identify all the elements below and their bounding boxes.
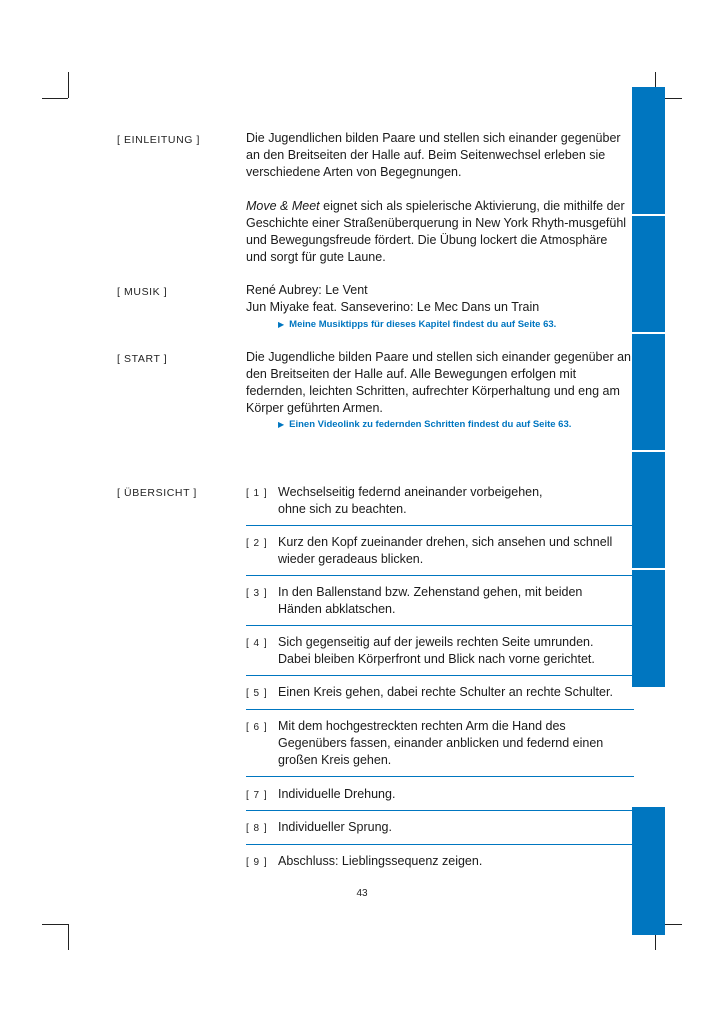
section-label-start: [ START ] [117, 353, 168, 365]
section-label-einleitung: [ EINLEITUNG ] [117, 134, 201, 146]
section-label-musik: [ MUSIK ] [117, 286, 168, 298]
list-item [246, 853, 634, 870]
chapter-tab [632, 807, 665, 935]
musik-track-1: René Aubrey: Le Vent [246, 283, 368, 297]
chapter-tab [632, 216, 665, 332]
step-number: [ 5 ] [246, 688, 268, 699]
musik-track-2: Jun Miyake feat. Sanseverino: Le Mec Dans un Train [246, 300, 540, 314]
step-number: [ 7 ] [246, 790, 268, 801]
einleitung-text [246, 130, 631, 266]
step-number: [ 8 ] [246, 823, 268, 834]
divider [246, 575, 634, 576]
list-item [246, 634, 634, 668]
start-tip[interactable] [278, 419, 571, 430]
step-number: [ 9 ] [246, 857, 268, 868]
play-arrow-icon: ▶ [278, 420, 285, 429]
step-text: Individueller Sprung. [278, 820, 392, 834]
chapter-tab [632, 452, 665, 568]
step-text: Abschluss: Lieblingssequenz zeigen. [278, 854, 483, 868]
list-item [246, 584, 634, 618]
divider [246, 525, 634, 526]
step-text: Mit dem hochgestreckten rechten Arm die Hand des Gegenübers fassen, einander anblicken und federnd einen großen Kreis gehen. [278, 719, 604, 767]
divider [246, 625, 634, 626]
musik-tracks [246, 282, 631, 316]
crop-mark [42, 924, 68, 925]
list-item [246, 819, 634, 836]
einleitung-para2 [246, 198, 631, 266]
section-label-uebersicht: [ ÜBERSICHT ] [117, 487, 197, 499]
step-number: [ 2 ] [246, 538, 268, 549]
start-text: Die Jugendliche bilden Paare und stellen sich einander gegenüber an den Breitseiten der Halle auf. Alle Bewegungen erfolgen mit federnden, leichten Schritten, aufrechter Körperhaltung und eng am Körper geführten Armen. [246, 350, 631, 415]
step-number: [ 1 ] [246, 488, 268, 499]
step-text: Kurz den Kopf zueinander drehen, sich ansehen und schnell wieder geradeaus blicken. [278, 535, 613, 566]
chapter-tab [632, 334, 665, 450]
list-item [246, 534, 634, 568]
step-number: [ 4 ] [246, 638, 268, 649]
musik-tip-text: Meine Musiktipps für dieses Kapitel findest du auf Seite 63. [289, 319, 557, 330]
einleitung-para1: Die Jugendlichen bilden Paare und stellen sich einander gegenüber an den Breitseiten der Halle auf. Beim Seitenwechsel erleben sie verschiedene Arten von Begegnungen. [246, 131, 621, 179]
einleitung-para2-rest: eignet sich als spielerische Aktivierung, die mithilfe der Geschichte einer Straßenüberquerung in New York Rhyth-musgefühl und Bewegungsfreude fördert. Die Übung lockert die Atmosphäre und sorgt für gute Laune. [246, 199, 627, 264]
list-item [246, 684, 634, 701]
crop-mark [68, 72, 69, 98]
page-number: 43 [356, 888, 368, 899]
play-arrow-icon: ▶ [278, 320, 285, 329]
chapter-tab [632, 87, 665, 214]
divider [246, 776, 634, 777]
list-item [246, 484, 634, 518]
divider [246, 810, 634, 811]
crop-mark [68, 924, 69, 950]
list-item [246, 786, 634, 803]
crop-mark [42, 98, 68, 99]
step-number: [ 6 ] [246, 722, 268, 733]
step-number: [ 3 ] [246, 588, 268, 599]
musik-tip[interactable] [278, 319, 556, 330]
step-text: Wechselseitig federnd aneinander vorbeigehen, ohne sich zu beachten. [278, 485, 543, 516]
einleitung-title-emphasis: Move & Meet [246, 199, 320, 213]
divider [246, 709, 634, 710]
divider [246, 844, 634, 845]
chapter-tab [632, 570, 665, 687]
divider [246, 675, 634, 676]
step-text: Sich gegenseitig auf der jeweils rechten Seite umrunden. Dabei bleiben Körperfront und Blick nach vorne gerichtet. [278, 635, 595, 666]
step-text: Individuelle Drehung. [278, 787, 396, 801]
step-text: Einen Kreis gehen, dabei rechte Schulter an rechte Schulter. [278, 685, 613, 699]
list-item [246, 718, 634, 769]
start-tip-text: Einen Videolink zu federnden Schritten findest du auf Seite 63. [289, 419, 572, 430]
step-text: In den Ballenstand bzw. Zehenstand gehen, mit beiden Händen abklatschen. [278, 585, 583, 616]
